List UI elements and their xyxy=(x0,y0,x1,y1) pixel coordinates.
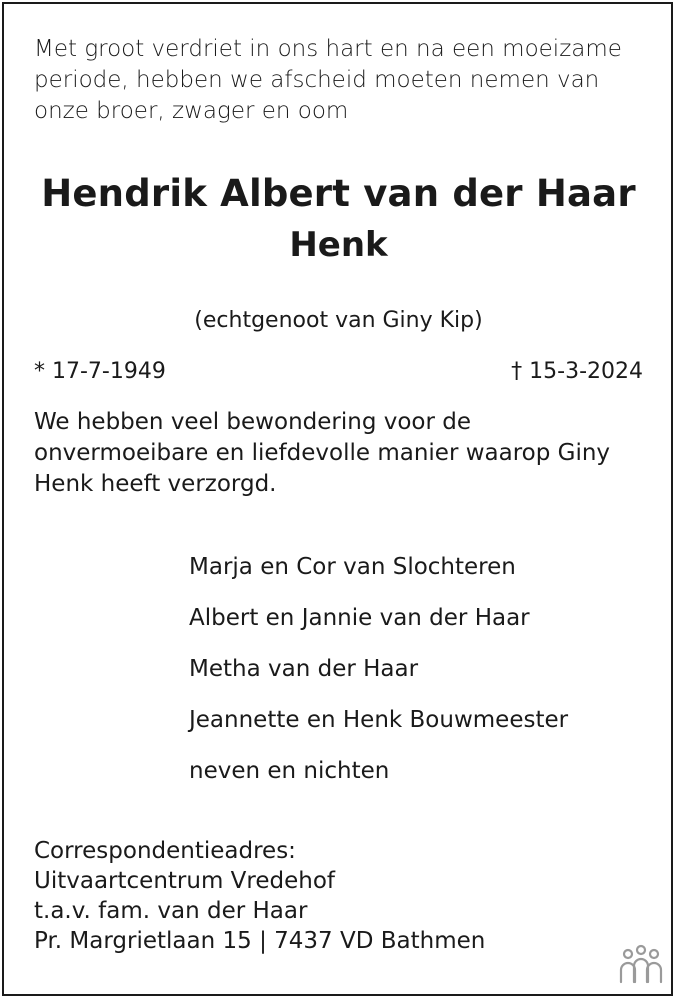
intro-line: Met groot verdriet in ons hart en na een moeizame xyxy=(34,36,622,62)
tribute-line: onvermoeibare en liefdevolle manier waarop Giny xyxy=(34,440,611,466)
family-member: Metha van der Haar xyxy=(189,656,419,682)
address-line: t.a.v. fam. van der Haar xyxy=(34,898,308,924)
family-member: Albert en Jannie van der Haar xyxy=(189,605,530,631)
family-member: Marja en Cor van Slochteren xyxy=(189,554,516,580)
correspondence-heading: Correspondentieadres: xyxy=(34,838,296,864)
family-list xyxy=(189,552,568,807)
intro-line: periode, hebben we afscheid moeten nemen van xyxy=(34,67,600,93)
family-member: neven en nichten xyxy=(189,758,390,784)
people-group-icon xyxy=(617,944,665,986)
tribute-line: We hebben veel bewondering voor de xyxy=(34,409,471,435)
deceased-nickname: Henk xyxy=(289,225,388,265)
tribute-line: Henk heeft verzorgd. xyxy=(34,471,277,497)
tribute-text xyxy=(34,407,654,500)
address-line: Uitvaartcentrum Vredehof xyxy=(34,868,335,894)
intro-text xyxy=(34,34,654,127)
address-line: Pr. Margrietlaan 15 | 7437 VD Bathmen xyxy=(34,928,486,954)
deceased-full-name: Hendrik Albert van der Haar xyxy=(41,172,636,215)
intro-line: onze broer, zwager en oom xyxy=(34,98,349,124)
death-date: † 15-3-2024 xyxy=(511,359,643,384)
family-member: Jeannette en Henk Bouwmeester xyxy=(189,707,569,733)
spouse-note: (echtgenoot van Giny Kip) xyxy=(194,308,483,333)
birth-date: * 17-7-1949 xyxy=(34,359,166,384)
correspondence-address xyxy=(34,836,485,956)
